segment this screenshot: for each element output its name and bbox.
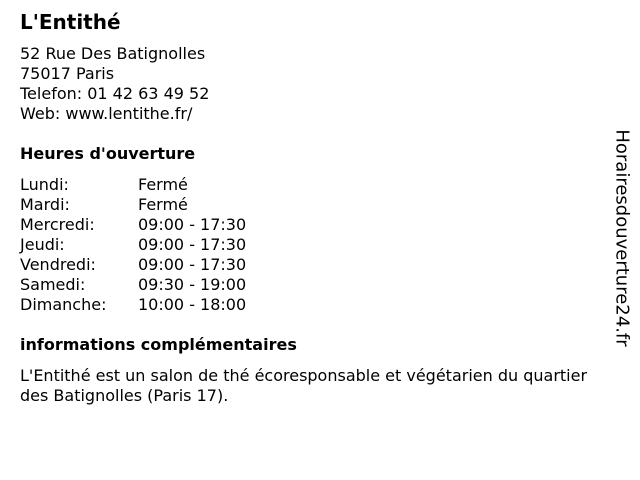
hours-row xyxy=(20,275,246,295)
address-block xyxy=(20,44,600,124)
hours-day: Lundi: xyxy=(20,175,69,194)
opening-hours-table xyxy=(20,175,246,315)
hours-day: Mardi: xyxy=(20,195,70,214)
hours-row xyxy=(20,255,246,275)
hours-time: 10:00 - 18:00 xyxy=(138,295,247,314)
hours-time: 09:00 - 17:30 xyxy=(138,215,247,234)
hours-time: Fermé xyxy=(138,195,188,214)
hours-time: 09:00 - 17:30 xyxy=(138,255,247,274)
hours-row xyxy=(20,195,246,215)
address-street: 52 Rue Des Batignolles xyxy=(20,44,206,63)
address-city: 75017 Paris xyxy=(20,64,115,83)
hours-row xyxy=(20,235,246,255)
hours-day: Dimanche: xyxy=(20,295,107,314)
opening-hours-heading: Heures d'ouverture xyxy=(20,144,196,163)
phone-number[interactable]: Telefon: 01 42 63 49 52 xyxy=(20,84,210,103)
business-card xyxy=(20,10,600,406)
website-link[interactable]: Web: www.lentithe.fr/ xyxy=(20,104,193,123)
hours-day: Mercredi: xyxy=(20,215,95,234)
hours-row xyxy=(20,295,246,315)
business-name: L'Entithé xyxy=(20,10,121,34)
hours-time: 09:00 - 17:30 xyxy=(138,235,247,254)
site-watermark: Horairesdouverture24.fr xyxy=(611,129,633,347)
hours-day: Samedi: xyxy=(20,275,86,294)
hours-time: Fermé xyxy=(138,175,188,194)
hours-row xyxy=(20,175,246,195)
additional-info-text: L'Entithé est un salon de thé écoresponsable et végétarien du quartier des Batignolles (Paris 17). xyxy=(20,366,588,405)
additional-info-heading: informations complémentaires xyxy=(20,335,297,354)
hours-row xyxy=(20,215,246,235)
hours-day: Vendredi: xyxy=(20,255,96,274)
hours-day: Jeudi: xyxy=(20,235,65,254)
hours-time: 09:30 - 19:00 xyxy=(138,275,247,294)
